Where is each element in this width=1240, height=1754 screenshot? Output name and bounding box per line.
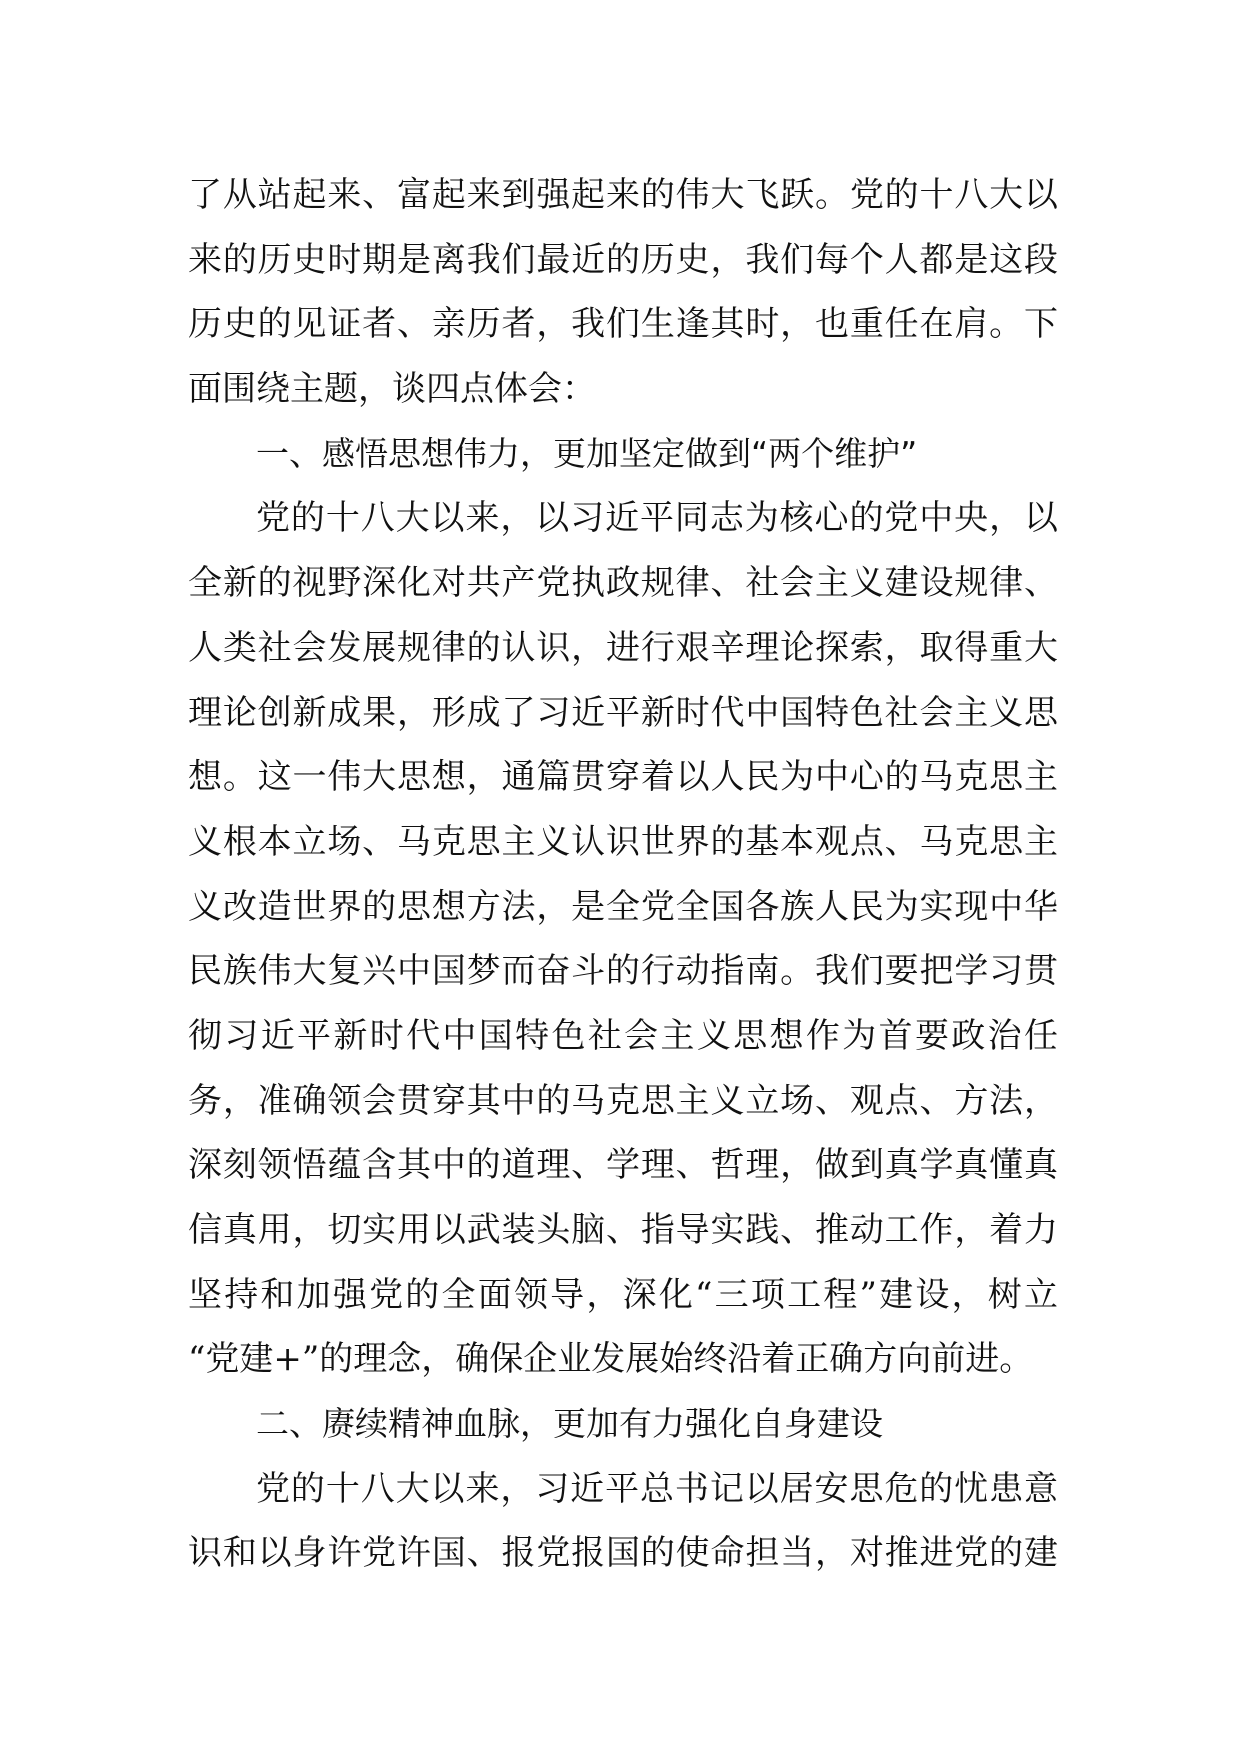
body-line: 来的历史时期是离我们最近的历史，我们每个人都是这段 bbox=[188, 239, 1058, 280]
body-line: 彻习近平新时代中国特色社会主义思想作为首要政治任 bbox=[188, 1015, 1058, 1056]
body-line: 全新的视野深化对共产党执政规律、社会主义建设规律、 bbox=[188, 563, 1058, 604]
body-line: 党的十八大以来，习近平总书记以居安思危的忧患意 bbox=[256, 1468, 1058, 1509]
body-line: 坚持和加强党的全面领导，深化“三项工程”建设，树立 bbox=[188, 1274, 1058, 1315]
section-heading: 一、感悟思想伟力，更加坚定做到“两个维护” bbox=[256, 433, 918, 473]
body-line: 信真用，切实用以武装头脑、指导实践、推动工作，着力 bbox=[188, 1210, 1058, 1250]
body-line: 务，准确领会贯穿其中的马克思主义立场、观点、方法， bbox=[188, 1080, 1058, 1121]
body-line: 民族伟大复兴中国梦而奋斗的行动指南。我们要把学习贯 bbox=[188, 951, 1058, 992]
body-line: 了从站起来、富起来到强起来的伟大飞跃。党的十八大以 bbox=[188, 175, 1058, 215]
body-line: 识和以身许党许国、报党报国的使命担当，对推进党的建 bbox=[188, 1533, 1058, 1574]
body-line: “党建+”的理念，确保企业发展始终沿着正确方向前进。 bbox=[188, 1339, 1034, 1380]
document-body bbox=[188, 163, 1058, 1586]
body-line: 党的十八大以来，以习近平同志为核心的党中央，以 bbox=[256, 498, 1058, 539]
section-heading: 二、赓续精神血脉，更加有力强化自身建设 bbox=[256, 1404, 883, 1444]
body-line: 义改造世界的思想方法，是全党全国各族人民为实现中华 bbox=[188, 886, 1058, 927]
body-line: 义根本立场、马克思主义认识世界的基本观点、马克思主 bbox=[188, 821, 1058, 862]
body-line: 想。这一伟大思想，通篇贯穿着以人民为中心的马克思主 bbox=[188, 757, 1058, 798]
body-line: 理论创新成果，形成了习近平新时代中国特色社会主义思 bbox=[188, 692, 1058, 733]
body-line: 人类社会发展规律的认识，进行艰辛理论探索，取得重大 bbox=[188, 627, 1058, 668]
body-line: 历史的见证者、亲历者，我们生逢其时，也重任在肩。下 bbox=[188, 304, 1058, 345]
body-line: 面围绕主题，谈四点体会： bbox=[188, 369, 596, 410]
body-line: 深刻领悟蕴含其中的道理、学理、哲理，做到真学真懂真 bbox=[188, 1145, 1058, 1186]
